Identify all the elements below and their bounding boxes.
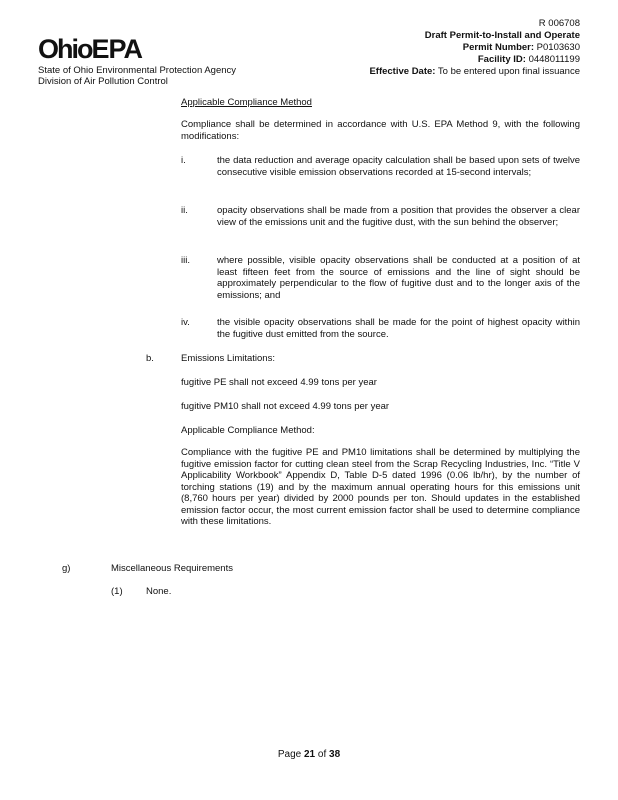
modification-num: ii. — [181, 205, 188, 216]
acm2-text: Compliance with the fugitive PE and PM10 limitations shall be determined by multiplying the fugitive emission factor for cutting clean steel from the Scrap Recycling Industries, Inc. “Title V Applicability Workbook” Appendix D, Table D-5 dated 1996 (0.06 lb/hr), by the number of torching stations (19) and by the maximum annual operating hours for this emissions unit (8,760 hours per year) divided by 2000 pounds per ton. Should updates in the established emission factor occur, the most current emission factor shall be used to determine compliance with these limitations. — [181, 447, 580, 527]
modification-text: the data reduction and average opacity calculation shall be based upon sets of twelve consecutive visible emission observations recorded at 15-second intervals; — [217, 155, 580, 178]
page-total: 38 — [329, 749, 341, 760]
permit-number: Permit Number: P0103630 — [462, 42, 580, 53]
modification-item — [181, 255, 580, 301]
modification-item — [181, 205, 580, 228]
modification-item — [181, 317, 580, 340]
modification-num: iv. — [181, 317, 190, 328]
limit-pe: fugitive PE shall not exceed 4.99 tons per year — [181, 377, 377, 388]
modification-item — [181, 155, 580, 178]
document-title: Draft Permit-to-Install and Operate — [424, 30, 580, 41]
g1-num: (1) — [111, 586, 123, 597]
g1-text: None. — [146, 586, 172, 597]
logo-ohio: Ohio — [38, 34, 92, 64]
facility-id: Facility ID: 0448011199 — [477, 54, 580, 65]
agency-name — [38, 65, 236, 87]
effective-date: Effective Date: To be entered upon final issuance — [369, 66, 580, 77]
page-number: 21 — [303, 749, 316, 760]
modification-text: opacity observations shall be made from a position that provides the observer a clear view of the emissions unit and the fugitive dust, with the sun behind the observer; — [217, 205, 580, 228]
page-word: Page — [277, 749, 302, 760]
acm-heading: Applicable Compliance Method — [181, 97, 312, 108]
modification-text: where possible, visible opacity observations shall be conducted at a position of at least fifteen feet from the source of emissions and the line of sight should be approximately perpendicular to the flow of fugitive dust and to the longer axis of the emissions; and — [217, 255, 580, 301]
section-b-heading: Emissions Limitations: — [181, 353, 275, 364]
bates-number: R 006708 — [538, 18, 580, 29]
modification-text: the visible opacity observations shall be made for the point of highest opacity within the fugitive dust emitted from the source. — [217, 317, 580, 340]
acm-intro: Compliance shall be determined in accordance with U.S. EPA Method 9, with the following modifications: — [181, 119, 580, 142]
of-word: of — [317, 749, 327, 760]
logo-epa: EPA — [91, 34, 143, 64]
page-footer — [0, 749, 618, 760]
agency-line-2: Division of Air Pollution Control — [38, 76, 168, 87]
section-g-num: g) — [62, 563, 71, 574]
header-right — [369, 18, 580, 78]
acm2-heading: Applicable Compliance Method: — [181, 425, 315, 436]
header-left — [38, 36, 236, 87]
modification-num: iii. — [181, 255, 190, 266]
section-b-num: b. — [146, 353, 154, 364]
modification-num: i. — [181, 155, 186, 166]
limit-pm10: fugitive PM10 shall not exceed 4.99 tons per year — [181, 401, 390, 412]
ohio-epa-logo — [38, 36, 236, 62]
section-g-heading: Miscellaneous Requirements — [111, 563, 233, 574]
agency-line-1: State of Ohio Environmental Protection Agency — [38, 65, 237, 76]
